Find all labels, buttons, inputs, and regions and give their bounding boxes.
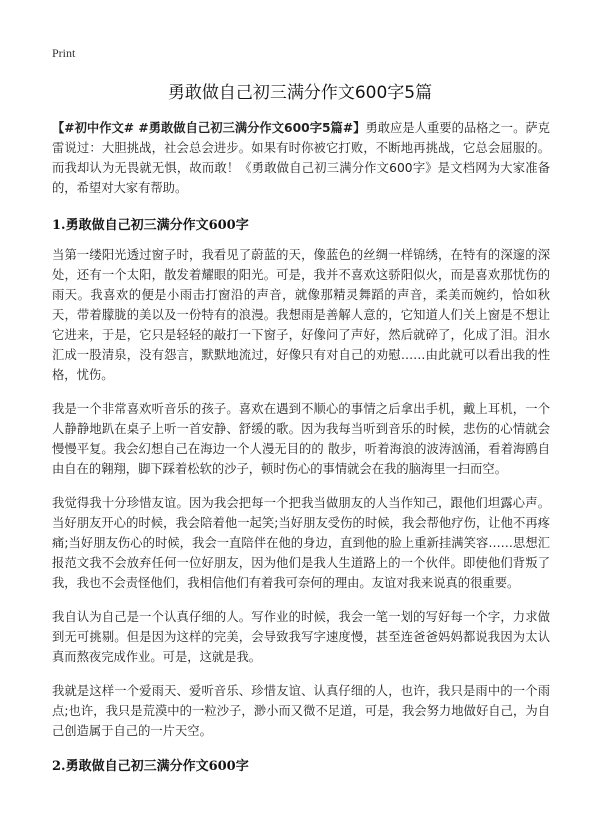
section-1-paragraph-2: 我是一个非常喜欢听音乐的孩子。喜欢在遇到不顺心的事情之后拿出手机，戴上耳机，一个人静静地趴在桌子上听一首安静、舒缓的歌。因为我每当听到音乐的时候，悲伤的心情就会慢慢平复。我会幻想自己在海边一个人漫无目的的 散步，听着海浪的波涛汹涌，看着海鸥自由自在的翱翔，脚下踩着松软的沙子，顿时伤心的事情就会在我的脑海里一扫而空。 [52, 402, 550, 476]
intro-paragraph [52, 118, 550, 198]
article-body [52, 118, 550, 786]
intro-tags: 【#初中作文# #勇敢做自己初三满分作文600字5篇#】 [52, 121, 366, 135]
section-1-paragraph-4: 我自认为自己是一个认真仔细的人。写作业的时候，我会一笔一划的写好每一个字，力求做到无可挑剔。但是因为这样的完美，会导致我写字速度慢，甚至连爸爸妈妈都说我因为太认真而熬夜完成作业。可是，这就是我。 [52, 610, 550, 664]
intro-text: 勇敢应是人重要的品格之一。萨克雷说过：大胆挑战，社会总会进步。如果有时你被它打败，不断地再挑战，它总会屈服的。而我却认为无畏就无惧，故而敢！《勇敢做自己初三满分作文600字》是文档网为大家准备的，希望对大家有帮助。 [52, 121, 550, 195]
page-title: 勇敢做自己初三满分作文600字5篇 [167, 83, 433, 103]
section-1-paragraph-1: 当第一缕阳光透过窗子时，我看见了蔚蓝的天，像蓝色的丝绸一样锦绣，在特有的深邃的深处，还有一个太阳，散发着耀眼的阳光。可是，我并不喜欢这骄阳似火，而是喜欢那忧伤的雨天。我喜欢的便是小雨击打窗沿的声音，就像那精灵舞蹈的声音，柔美而婉约，恰如秋天，带着朦胧的美以及一份特有的浪漫。我想雨是善解人意的，它知道人们关上窗是不想让它进来，于是，它只是轻轻的敲打一下窗子，好像问了声好，然后就碎了，化成了泪。泪水汇成一股清泉，没有怨言，默默地流过，好像只有对自己的劝慰……由此就可以看出我的性格，忧伤。 [52, 248, 550, 382]
section-heading-2: 2.勇敢做自己初三满分作文600字 [52, 759, 249, 774]
print-link[interactable]: Print [52, 46, 76, 60]
section-1-paragraph-3: 我觉得我十分珍惜友谊。因为我会把每一个把我当做朋友的人当作知己，跟他们坦露心声。当好朋友开心的时候，我会陪着他一起笑;当好朋友受伤的时候，我会帮他疗伤，让他不再疼痛;当好朋友伤心的时候，我会一直陪伴在他的身边，直到他的脸上重新挂满笑容……思想汇报范文我不会放弃任何一位好朋友，因为他们是我人生道路上的一个伙伴。即使他们背叛了我，我也不会责怪他们，我相信他们有着我可奈何的理由。友谊对我来说真的很重要。 [52, 496, 550, 590]
section-1-paragraph-5: 我就是这样一个爱雨天、爱听音乐、珍惜友谊、认真仔细的人，也许，我只是雨中的一个雨点;也许，我只是荒漠中的一粒沙子，渺小而又微不足道，可是，我会努力地做好自己，为自己创造属于自己的一片天空。 [52, 684, 550, 738]
section-heading-1: 1.勇敢做自己初三满分作文600字 [52, 218, 249, 233]
